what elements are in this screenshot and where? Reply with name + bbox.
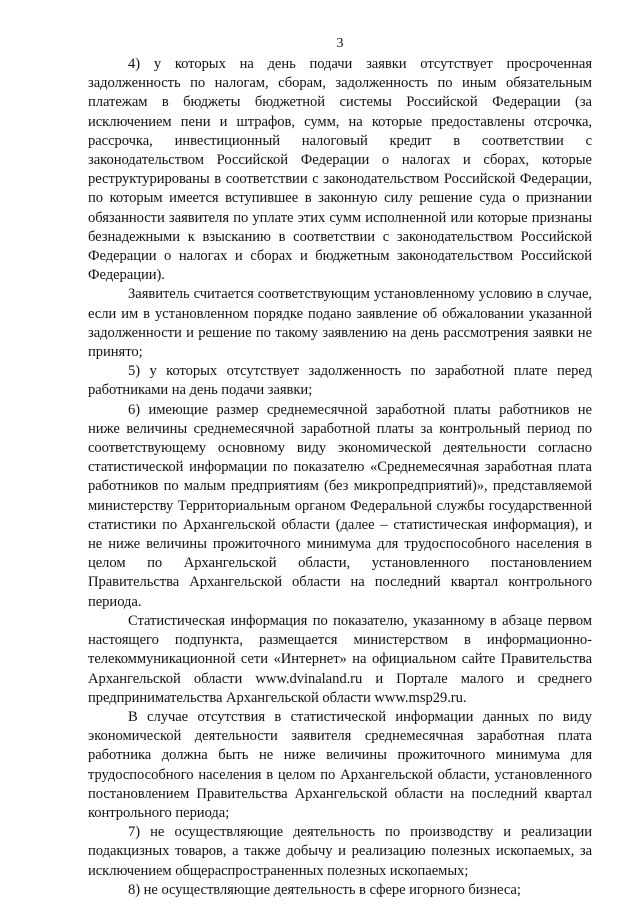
paragraph-item-8: 8) не осуществляющие деятельность в сфере игорного бизнеса; bbox=[128, 881, 521, 898]
page-number: 3 bbox=[336, 36, 344, 51]
document-page bbox=[88, 36, 592, 900]
paragraph-statistical-info: Статистическая информация по показателю, указанному в абзаце первом настоящего подпункта, размещается министерством в информационно-телекоммуникационной сети «Интернет» на официальном сайте Правительства Архангельской области www.dvinaland.ru и Портале малого и среднего предпринимательства Архангельской области www.msp29.ru. bbox=[88, 612, 592, 706]
paragraph-item-5: 5) у которых отсутствует задолженность по заработной плате перед работниками на день подачи заявки; bbox=[88, 363, 592, 399]
paragraph-applicant-compliance: Заявитель считается соответствующим установленному условию в случае, если им в установленном порядке подано заявление об обжаловании указанной задолженности и решение по такому заявлению на день рассмотрения заявки не принято; bbox=[88, 286, 592, 361]
paragraph-item-6: 6) имеющие размер среднемесячной заработной платы работников не ниже величины среднемесячной заработной платы за контрольный период по соответствующему основному виду экономической деятельности согласно статистической информации по показателю «Среднемесячная заработная плата работников по малым предприятиям (без микропредприятий)», представляемой министерству Территориальным органом Федеральной службы государственной статистики по Архангельской области (далее – статистическая информация), и не ниже величины прожиточного минимума для трудоспособного населения в целом по Архангельской области, установленного постановлением Правительства Архангельской области на последний квартал контрольного периода. bbox=[88, 401, 592, 610]
paragraph-item-4: 4) у которых на день подачи заявки отсутствует просроченная задолженность по налогам, сборам, задолженность по иным обязательным платежам в бюджеты бюджетной системы Российской Федерации (за исключением пени и штрафов, сумм, на которые предоставлены отсрочка, рассрочка, инвестиционный налоговый кредит в соответствии с законодательством Российской Федерации о налогах и сборах, которые реструктурированы в соответствии с законодательством Российской Федерации, по которым имеется вступившее в законную силу решение суда о признании обязанности заявителя по уплате этих сумм исполненной или которые признаны безнадежными к взысканию в соответствии с законодательством Российской Федерации о налогах и сборах и бюджетным законодательством Российской Федерации). bbox=[88, 56, 592, 284]
paragraph-missing-data: В случае отсутствия в статистической информации данных по виду экономической деятельности заявителя среднемесячная заработная плата работника должна быть не ниже величины прожиточного минимума для трудоспособного населения в целом по Архангельской области, установленного постановлением Правительства Архангельской области на последний квартал контрольного периода; bbox=[88, 708, 592, 821]
paragraph-item-7: 7) не осуществляющие деятельность по производству и реализации подакцизных товаров, а также добычу и реализацию полезных ископаемых, за исключением общераспространенных полезных ископаемых; bbox=[88, 824, 592, 879]
